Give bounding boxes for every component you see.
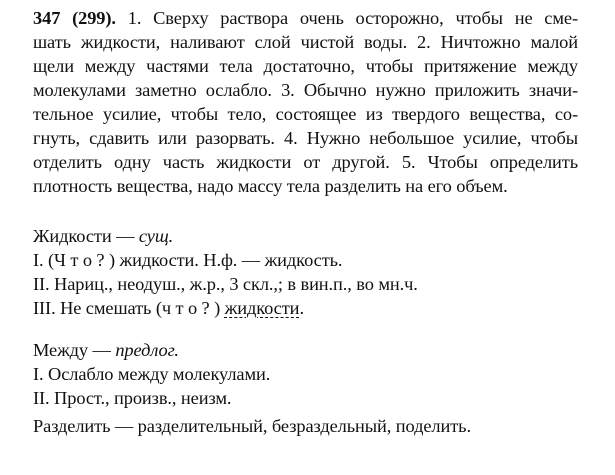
noun-analysis-heading: Жидкости — сущ. bbox=[33, 226, 174, 246]
noun-analysis bbox=[33, 224, 578, 320]
preposition-analysis-heading: Между — предлог. bbox=[33, 340, 179, 360]
noun-analysis-line: III. Не смешать (ч т о ? ) жидкости. bbox=[33, 298, 304, 318]
word-family bbox=[33, 414, 578, 438]
exercise-number: 347 (299). bbox=[33, 8, 116, 28]
exercise-line: отделить одну часть жидкости от другой. 5. Чтобы определить bbox=[33, 152, 578, 172]
preposition-analysis bbox=[33, 338, 578, 410]
exercise-line: гнуть, сдавить или разорвать. 4. Нужно небольшое усилие, чтобы bbox=[33, 128, 578, 148]
exercise-line: молекулами заметно ослабло. 3. Обычно нужно приложить значи- bbox=[33, 80, 578, 100]
underlined-object-word: жидкости bbox=[224, 298, 300, 318]
exercise-line: 347 (299). 1. Сверху раствора очень осторожно, чтобы не сме- bbox=[33, 8, 578, 28]
preposition-analysis-line: II. Прост., произв., неизм. bbox=[33, 388, 232, 408]
noun-analysis-line: II. Нариц., неодуш., ж.р., 3 скл.,; в вин.п., во мн.ч. bbox=[33, 274, 418, 294]
exercise-line: шать жидкости, наливают слой чистой воды. 2. Ничтожно малой bbox=[33, 32, 578, 52]
exercise-line: щели между частями тела достаточно, чтобы притяжение между bbox=[33, 56, 578, 76]
noun-analysis-line: I. (Ч т о ? ) жидкости. Н.ф. — жидкость. bbox=[33, 250, 343, 270]
exercise-line: плотность вещества, надо массу тела разделить на его объем. bbox=[33, 176, 508, 196]
preposition-analysis-line: I. Ослабло между молекулами. bbox=[33, 364, 271, 384]
exercise-text bbox=[33, 6, 578, 198]
word-family-line: Разделить — разделительный, безраздельный, поделить. bbox=[33, 416, 471, 436]
exercise-line: тельное усилие, чтобы тело, состоящее из твердого вещества, со- bbox=[33, 104, 578, 124]
